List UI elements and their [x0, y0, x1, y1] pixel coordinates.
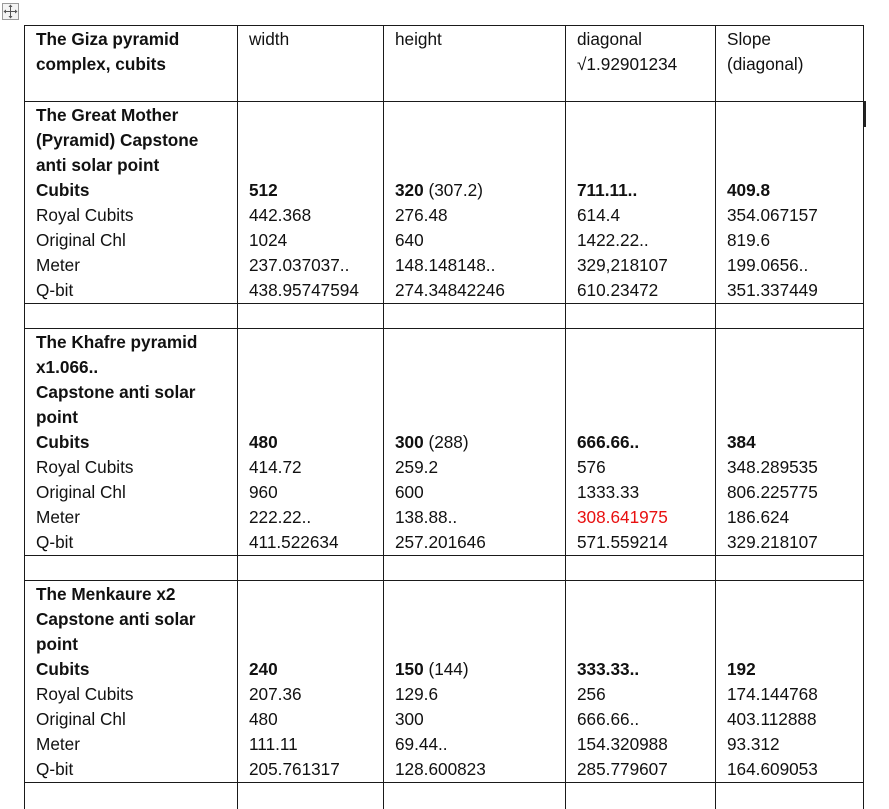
slope-cell[interactable]: [716, 102, 864, 304]
width-cell[interactable]: [238, 329, 384, 556]
diagonal-value: 576: [577, 457, 606, 477]
unit-label: Q-bit: [36, 759, 74, 779]
table-move-handle[interactable]: [2, 3, 19, 20]
slope-value: 403.112888: [727, 709, 817, 729]
height-value: 138.88..: [395, 507, 458, 527]
unit-label: Meter: [36, 734, 80, 754]
height-paren-value: (144): [428, 659, 469, 679]
section-title-line: The Menkaure x2: [36, 584, 176, 604]
width-value: 240: [249, 659, 278, 679]
section-label-cell[interactable]: [25, 581, 238, 783]
section-title-line: x1.066..: [36, 357, 99, 377]
unit-label: Original Chl: [36, 230, 126, 250]
slope-value: 329.218107: [727, 532, 818, 552]
width-value: 111.11: [249, 734, 298, 754]
height-value: 600: [395, 482, 424, 502]
slope-value: 409.8: [727, 180, 771, 200]
width-cell[interactable]: [238, 581, 384, 783]
height-value: 274.34842246: [395, 280, 505, 300]
header-title-line: complex, cubits: [36, 54, 166, 74]
diagonal-value-highlighted: 308.641975: [577, 507, 668, 527]
section-row-great-mother: [25, 102, 864, 304]
empty-cell[interactable]: [566, 304, 716, 329]
section-title-line: point: [36, 407, 78, 427]
width-value: 512: [249, 180, 278, 200]
unit-label: Meter: [36, 507, 80, 527]
slope-cell[interactable]: [716, 581, 864, 783]
empty-cell[interactable]: [384, 556, 566, 581]
header-slope-line: (diagonal): [727, 54, 804, 74]
unit-label: Royal Cubits: [36, 457, 134, 477]
empty-cell[interactable]: [716, 783, 864, 809]
header-row: [25, 26, 864, 102]
diagonal-value: 571.559214: [577, 532, 668, 552]
section-title-line: Capstone anti solar: [36, 609, 196, 629]
height-main-value: 300: [395, 432, 424, 452]
diagonal-value: 666.66..: [577, 432, 640, 452]
unit-label: Cubits: [36, 180, 90, 200]
slope-value: 192: [727, 659, 756, 679]
unit-label: Cubits: [36, 659, 90, 679]
unit-label: Royal Cubits: [36, 684, 134, 704]
section-title-line: anti solar point: [36, 155, 160, 175]
empty-cell[interactable]: [384, 783, 566, 809]
slope-value: 384: [727, 432, 756, 452]
header-title-line: The Giza pyramid: [36, 29, 180, 49]
trailing-empty-row: [25, 783, 864, 809]
diagonal-value: 1333.33: [577, 482, 640, 502]
section-label-cell[interactable]: [25, 102, 238, 304]
slope-value: 174.144768: [727, 684, 818, 704]
section-row-khafre: [25, 329, 864, 556]
width-value: 237.037037..: [249, 255, 350, 275]
header-width-cell[interactable]: [238, 26, 384, 102]
header-slope-cell[interactable]: [716, 26, 864, 102]
width-value: 222.22..: [249, 507, 312, 527]
height-main-value: 320: [395, 180, 424, 200]
empty-cell[interactable]: [716, 304, 864, 329]
diagonal-value: 711.11..: [577, 180, 638, 200]
empty-cell[interactable]: [384, 304, 566, 329]
diagonal-value: 285.779607: [577, 759, 668, 779]
section-label-cell[interactable]: [25, 329, 238, 556]
width-value: 442.368: [249, 205, 312, 225]
height-value: 300: [395, 709, 424, 729]
height-main-value: 150: [395, 659, 424, 679]
slope-value: 186.624: [727, 507, 790, 527]
spacer-row: [25, 304, 864, 329]
empty-cell[interactable]: [238, 783, 384, 809]
giza-pyramid-table: [24, 25, 864, 809]
height-cell[interactable]: [384, 102, 566, 304]
header-width: width: [249, 29, 290, 49]
diagonal-value: 154.320988: [577, 734, 668, 754]
diagonal-value: 329,218107: [577, 255, 668, 275]
width-value: 960: [249, 482, 278, 502]
slope-value: 819.6: [727, 230, 771, 250]
section-row-menkaure: [25, 581, 864, 783]
empty-cell[interactable]: [25, 304, 238, 329]
section-title-line: The Great Mother: [36, 105, 179, 125]
unit-label: Cubits: [36, 432, 90, 452]
height-value: 257.201646: [395, 532, 486, 552]
unit-label: Royal Cubits: [36, 205, 134, 225]
header-diagonal-cell[interactable]: [566, 26, 716, 102]
spacer-row: [25, 556, 864, 581]
width-value: 480: [249, 432, 278, 452]
empty-cell[interactable]: [566, 556, 716, 581]
width-value: 480: [249, 709, 278, 729]
section-title-line: The Khafre pyramid: [36, 332, 198, 352]
header-title-cell[interactable]: [25, 26, 238, 102]
move-arrows-icon: [3, 4, 18, 19]
diagonal-value: 333.33..: [577, 659, 640, 679]
section-title-line: point: [36, 634, 78, 654]
text-cursor: [864, 101, 866, 127]
empty-cell[interactable]: [25, 556, 238, 581]
header-slope-line: Slope: [727, 29, 771, 49]
height-cell[interactable]: [384, 329, 566, 556]
unit-label: Original Chl: [36, 482, 126, 502]
header-diagonal-line: diagonal: [577, 29, 642, 49]
unit-label: Q-bit: [36, 532, 74, 552]
empty-cell[interactable]: [716, 556, 864, 581]
width-value: 414.72: [249, 457, 302, 477]
unit-label: Q-bit: [36, 280, 74, 300]
height-paren-value: (288): [428, 432, 469, 452]
empty-cell[interactable]: [238, 304, 384, 329]
height-paren-value: (307.2): [428, 180, 483, 200]
height-cell[interactable]: [384, 581, 566, 783]
width-value: 411.522634: [249, 532, 339, 552]
height-value: 148.148148..: [395, 255, 496, 275]
slope-cell[interactable]: [716, 329, 864, 556]
slope-value: 199.0656..: [727, 255, 809, 275]
header-height: height: [395, 29, 442, 49]
slope-value: 164.609053: [727, 759, 818, 779]
slope-value: 806.225775: [727, 482, 818, 502]
diagonal-value: 666.66..: [577, 709, 640, 729]
width-value: 207.36: [249, 684, 302, 704]
header-diagonal-line: √1.92901234: [577, 54, 678, 74]
diagonal-cell[interactable]: [566, 329, 716, 556]
slope-value: 351.337449: [727, 280, 818, 300]
width-value: 205.761317: [249, 759, 340, 779]
diagonal-value: 1422.22..: [577, 230, 649, 250]
slope-value: 354.067157: [727, 205, 818, 225]
width-value: 1024: [249, 230, 288, 250]
height-value: 640: [395, 230, 424, 250]
diagonal-cell[interactable]: [566, 102, 716, 304]
width-cell[interactable]: [238, 102, 384, 304]
empty-cell[interactable]: [566, 783, 716, 809]
height-value: 259.2: [395, 457, 439, 477]
section-title-line: (Pyramid) Capstone: [36, 130, 199, 150]
empty-cell[interactable]: [238, 556, 384, 581]
height-value: 69.44..: [395, 734, 448, 754]
height-value: 129.6: [395, 684, 439, 704]
height-value: 276.48: [395, 205, 448, 225]
section-title-line: Capstone anti solar: [36, 382, 196, 402]
slope-value: 93.312: [727, 734, 780, 754]
unit-label: Meter: [36, 255, 80, 275]
diagonal-value: 256: [577, 684, 606, 704]
height-value: 128.600823: [395, 759, 486, 779]
header-height-cell[interactable]: [384, 26, 566, 102]
unit-label: Original Chl: [36, 709, 126, 729]
width-value: 438.95747594: [249, 280, 359, 300]
diagonal-value: 610.23472: [577, 280, 659, 300]
diagonal-cell[interactable]: [566, 581, 716, 783]
diagonal-value: 614.4: [577, 205, 621, 225]
empty-cell[interactable]: [25, 783, 238, 809]
slope-value: 348.289535: [727, 457, 818, 477]
